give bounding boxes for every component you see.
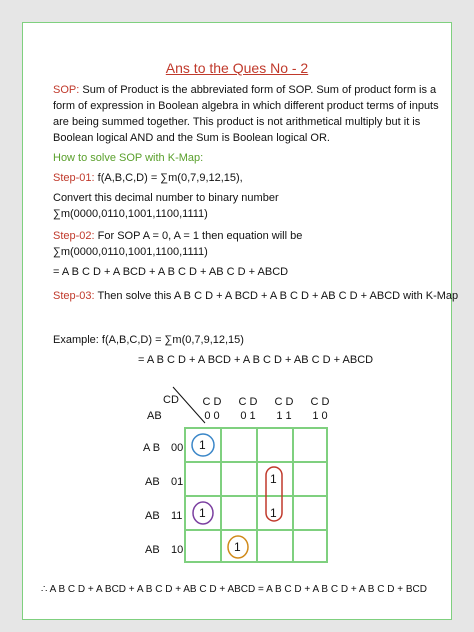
kmap-row-code-2: 11 (171, 510, 183, 522)
kmap-row-vars-2: AB (145, 510, 160, 522)
step3-label: Step-03: (53, 290, 95, 302)
kmap-col-code-2: 1 1 (276, 410, 292, 422)
sop-paragraph-line-1 (53, 83, 436, 97)
kmap-col-code-1: 0 1 (240, 410, 256, 422)
kmap-row-vars-3: AB (145, 544, 160, 556)
kmap-cell-m7: 1 (270, 472, 277, 486)
example-line-2: = A B C D + A BCD + A B C D + AB C D + ABCD (138, 354, 374, 366)
step1-line-2: Convert this decimal number to binary number (53, 192, 279, 204)
kmap-cell-m9: 1 (234, 540, 241, 554)
kmap-cell-m15: 1 (270, 506, 277, 520)
kmap-col-vars-0: C D (202, 396, 222, 408)
kmap-col-code-3: 1 0 (312, 410, 328, 422)
kmap-col-vars-3: C D (310, 396, 330, 408)
step2-line (53, 229, 302, 243)
sop-paragraph-line-2: form of expression in Boolean algebra in which different product terms of inputs (53, 100, 439, 112)
step1-label: Step-01: (53, 172, 95, 184)
kmap-row-vars-0: A B (143, 442, 161, 454)
sop-label: SOP: (53, 84, 80, 96)
kmap-col-vars-1: C D (238, 396, 258, 408)
step3-text: Then solve this A B C D + A BCD + A B C D + AB C D + ABCD with K-Map (97, 290, 459, 302)
step2-text: For SOP A = 0, A = 1 then equation will be (97, 230, 303, 242)
example-line-1: Example: f(A,B,C,D) = ∑m(0,7,9,12,15) (53, 334, 244, 346)
step1-text: f(A,B,C,D) = ∑m(0,7,9,12,15), (97, 172, 243, 184)
kmap-corner-ab: AB (147, 410, 162, 422)
step1-line (53, 171, 243, 185)
kmap-row-code-3: 10 (171, 544, 184, 556)
kmap-row-vars-1: AB (145, 476, 160, 488)
document-page (22, 22, 459, 620)
sop-text-1: Sum of Product is the abbreviated form of SOP. Sum of product form is a (82, 84, 437, 96)
step1-line-3: ∑m(0000,0110,1001,1100,1111) (53, 208, 208, 220)
result-line: ∴ A B C D + A BCD + A B C D + AB C D + ABCD = A B C D + A B C D + A B C D + BCD (41, 584, 427, 595)
kmap-col-vars-2: C D (274, 396, 294, 408)
kmap-col-code-0: 0 0 (204, 410, 220, 422)
kmap-groups (186, 429, 330, 565)
step2-label: Step-02: (53, 230, 95, 242)
kmap-grid (184, 427, 328, 563)
kmap-cell-m0: 1 (199, 438, 206, 452)
howto-heading: How to solve SOP with K-Map: (53, 152, 204, 164)
sop-paragraph-line-3: are being summed together. This product is not arithmetical multiply but it is (53, 116, 421, 128)
kmap-row-code-1: 01 (171, 476, 184, 488)
kmap-corner-cd: CD (163, 394, 179, 406)
step2-line-2: ∑m(0000,0110,1001,1100,1111) (53, 246, 208, 258)
kmap-cell-m12: 1 (199, 506, 206, 520)
step3-line (53, 289, 458, 303)
kmap-row-code-0: 00 (171, 442, 184, 454)
step2-line-3: = A B C D + A BCD + A B C D + AB C D + ABCD (53, 266, 289, 278)
sop-paragraph-line-4: Boolean logical AND and the Sum is Boolean logical OR. (53, 132, 330, 144)
page-title: Ans to the Ques No - 2 (165, 60, 309, 76)
